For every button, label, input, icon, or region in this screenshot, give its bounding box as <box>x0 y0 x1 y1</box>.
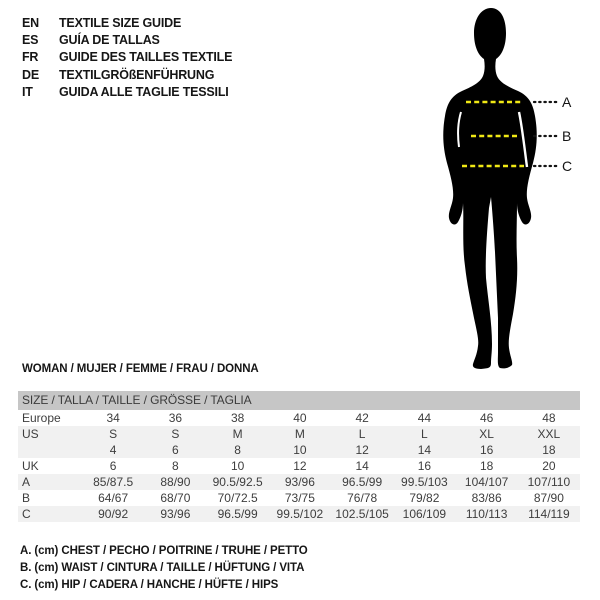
size-cell: 48 <box>542 411 556 425</box>
size-cell: 38 <box>230 411 245 425</box>
size-cell: S <box>171 427 180 441</box>
lang-code: DE <box>22 67 39 82</box>
size-cell: 20 <box>542 459 556 473</box>
size-cell: 14 <box>355 459 369 473</box>
title-language-block <box>22 15 232 101</box>
size-cell: L <box>358 427 366 441</box>
title-text: TEXTILE SIZE GUIDE <box>59 16 182 30</box>
title-text: GUIDE DES TAILLES TEXTILE <box>59 50 233 65</box>
table-row <box>18 490 580 506</box>
title-row-en <box>22 15 232 32</box>
size-cell: 96.5/99 <box>342 475 383 489</box>
size-table-body <box>18 410 580 522</box>
size-cell: 10 <box>293 443 307 457</box>
size-cell: 76/78 <box>347 491 378 505</box>
measure-label-waist: B <box>562 128 572 144</box>
size-cell: 68/70 <box>160 491 191 505</box>
size-cell: 104/107 <box>464 475 509 489</box>
size-cell: 46 <box>479 411 494 425</box>
size-cell: 73/75 <box>284 491 315 505</box>
size-cell: 93/96 <box>160 507 191 521</box>
size-cell: 102.5/105 <box>335 507 389 521</box>
title-text: TEXTILGRÖßENFÜHRUNG <box>59 67 215 82</box>
size-cell: 79/82 <box>409 491 440 505</box>
title-row-de <box>22 67 232 84</box>
lang-code: EN <box>22 16 39 30</box>
title-text: GUÍA DE TALLAS <box>59 33 160 48</box>
row-label: C <box>22 507 31 521</box>
size-cell: S <box>109 427 118 441</box>
legend-line-chest: A. (cm) CHEST / PECHO / POITRINE / TRUHE / PETTO <box>20 545 308 557</box>
row-label: Europe <box>22 411 61 425</box>
lang-code: IT <box>22 84 33 99</box>
size-table-header: SIZE / TALLA / TAILLE / GRÖSSE / TAGLIA <box>18 391 580 410</box>
size-cell: 6 <box>109 459 117 473</box>
size-cell: 88/90 <box>160 475 191 489</box>
size-cell: XL <box>479 427 494 441</box>
legend-line-hip: C. (cm) HIP / CADERA / HANCHE / HÜFTE / HIPS <box>20 579 279 591</box>
size-cell: M <box>294 427 305 441</box>
size-cell: 10 <box>230 459 245 473</box>
row-label: US <box>22 427 39 441</box>
title-text: GUIDA ALLE TAGLIE TESSILI <box>59 84 229 99</box>
lang-code: ES <box>22 33 39 48</box>
size-cell: 4 <box>109 443 117 457</box>
title-row-it <box>22 84 232 101</box>
table-row <box>18 506 580 522</box>
size-cell: XXL <box>537 427 561 441</box>
size-cell: 12 <box>355 443 369 457</box>
size-cell: 114/119 <box>528 507 570 521</box>
size-cell: 83/86 <box>471 491 502 505</box>
size-cell: 16 <box>417 459 432 473</box>
size-cell: 99.5/102 <box>276 507 324 521</box>
size-cell: 14 <box>417 443 432 457</box>
size-cell: 18 <box>479 459 494 473</box>
size-cell: 8 <box>234 443 241 457</box>
row-label <box>18 442 82 458</box>
size-cell: 110/113 <box>465 507 508 521</box>
table-row <box>18 474 580 490</box>
row-label: A <box>22 475 31 489</box>
size-cell: 87/90 <box>533 491 564 505</box>
size-cell: 18 <box>542 443 556 457</box>
size-cell: 16 <box>479 443 494 457</box>
table-row <box>18 426 580 442</box>
size-cell: M <box>232 427 243 441</box>
size-cell: 107/110 <box>527 475 571 489</box>
table-row <box>18 410 580 426</box>
title-row-es <box>22 32 232 49</box>
row-label: B <box>22 491 31 505</box>
woman-silhouette <box>443 8 536 369</box>
size-cell: 42 <box>355 411 369 425</box>
size-cell: 106/109 <box>402 507 447 521</box>
row-label: UK <box>22 459 39 473</box>
size-cell: 64/67 <box>98 491 129 505</box>
measure-label-chest: A <box>562 94 572 110</box>
size-table <box>18 391 580 522</box>
table-row <box>18 442 580 458</box>
lang-code: FR <box>22 50 39 65</box>
size-cell: 90/92 <box>98 507 129 521</box>
measurement-legend <box>20 543 308 594</box>
size-cell: 40 <box>293 411 307 425</box>
size-cell: 96.5/99 <box>217 507 258 521</box>
size-cell: 44 <box>417 411 432 425</box>
size-cell: 99.5/103 <box>401 475 448 489</box>
table-row <box>18 458 580 474</box>
woman-silhouette-figure <box>430 0 560 378</box>
section-title-woman: WOMAN / MUJER / FEMME / FRAU / DONNA <box>22 363 259 375</box>
size-cell: 93/96 <box>284 475 315 489</box>
size-cell: 85/87.5 <box>93 475 134 489</box>
size-cell: 6 <box>172 443 179 457</box>
size-cell: 70/72.5 <box>217 491 258 505</box>
legend-line-waist: B. (cm) WAIST / CINTURA / TAILLE / HÜFTUNG / VITA <box>20 562 305 574</box>
size-cell: 90.5/92.5 <box>212 475 263 489</box>
size-cell: L <box>421 427 428 441</box>
measure-label-hip: C <box>562 158 573 174</box>
size-cell: 36 <box>168 411 183 425</box>
size-cell: 12 <box>293 459 307 473</box>
size-cell: 34 <box>106 411 120 425</box>
title-row-fr <box>22 49 232 66</box>
size-cell: 8 <box>172 459 179 473</box>
